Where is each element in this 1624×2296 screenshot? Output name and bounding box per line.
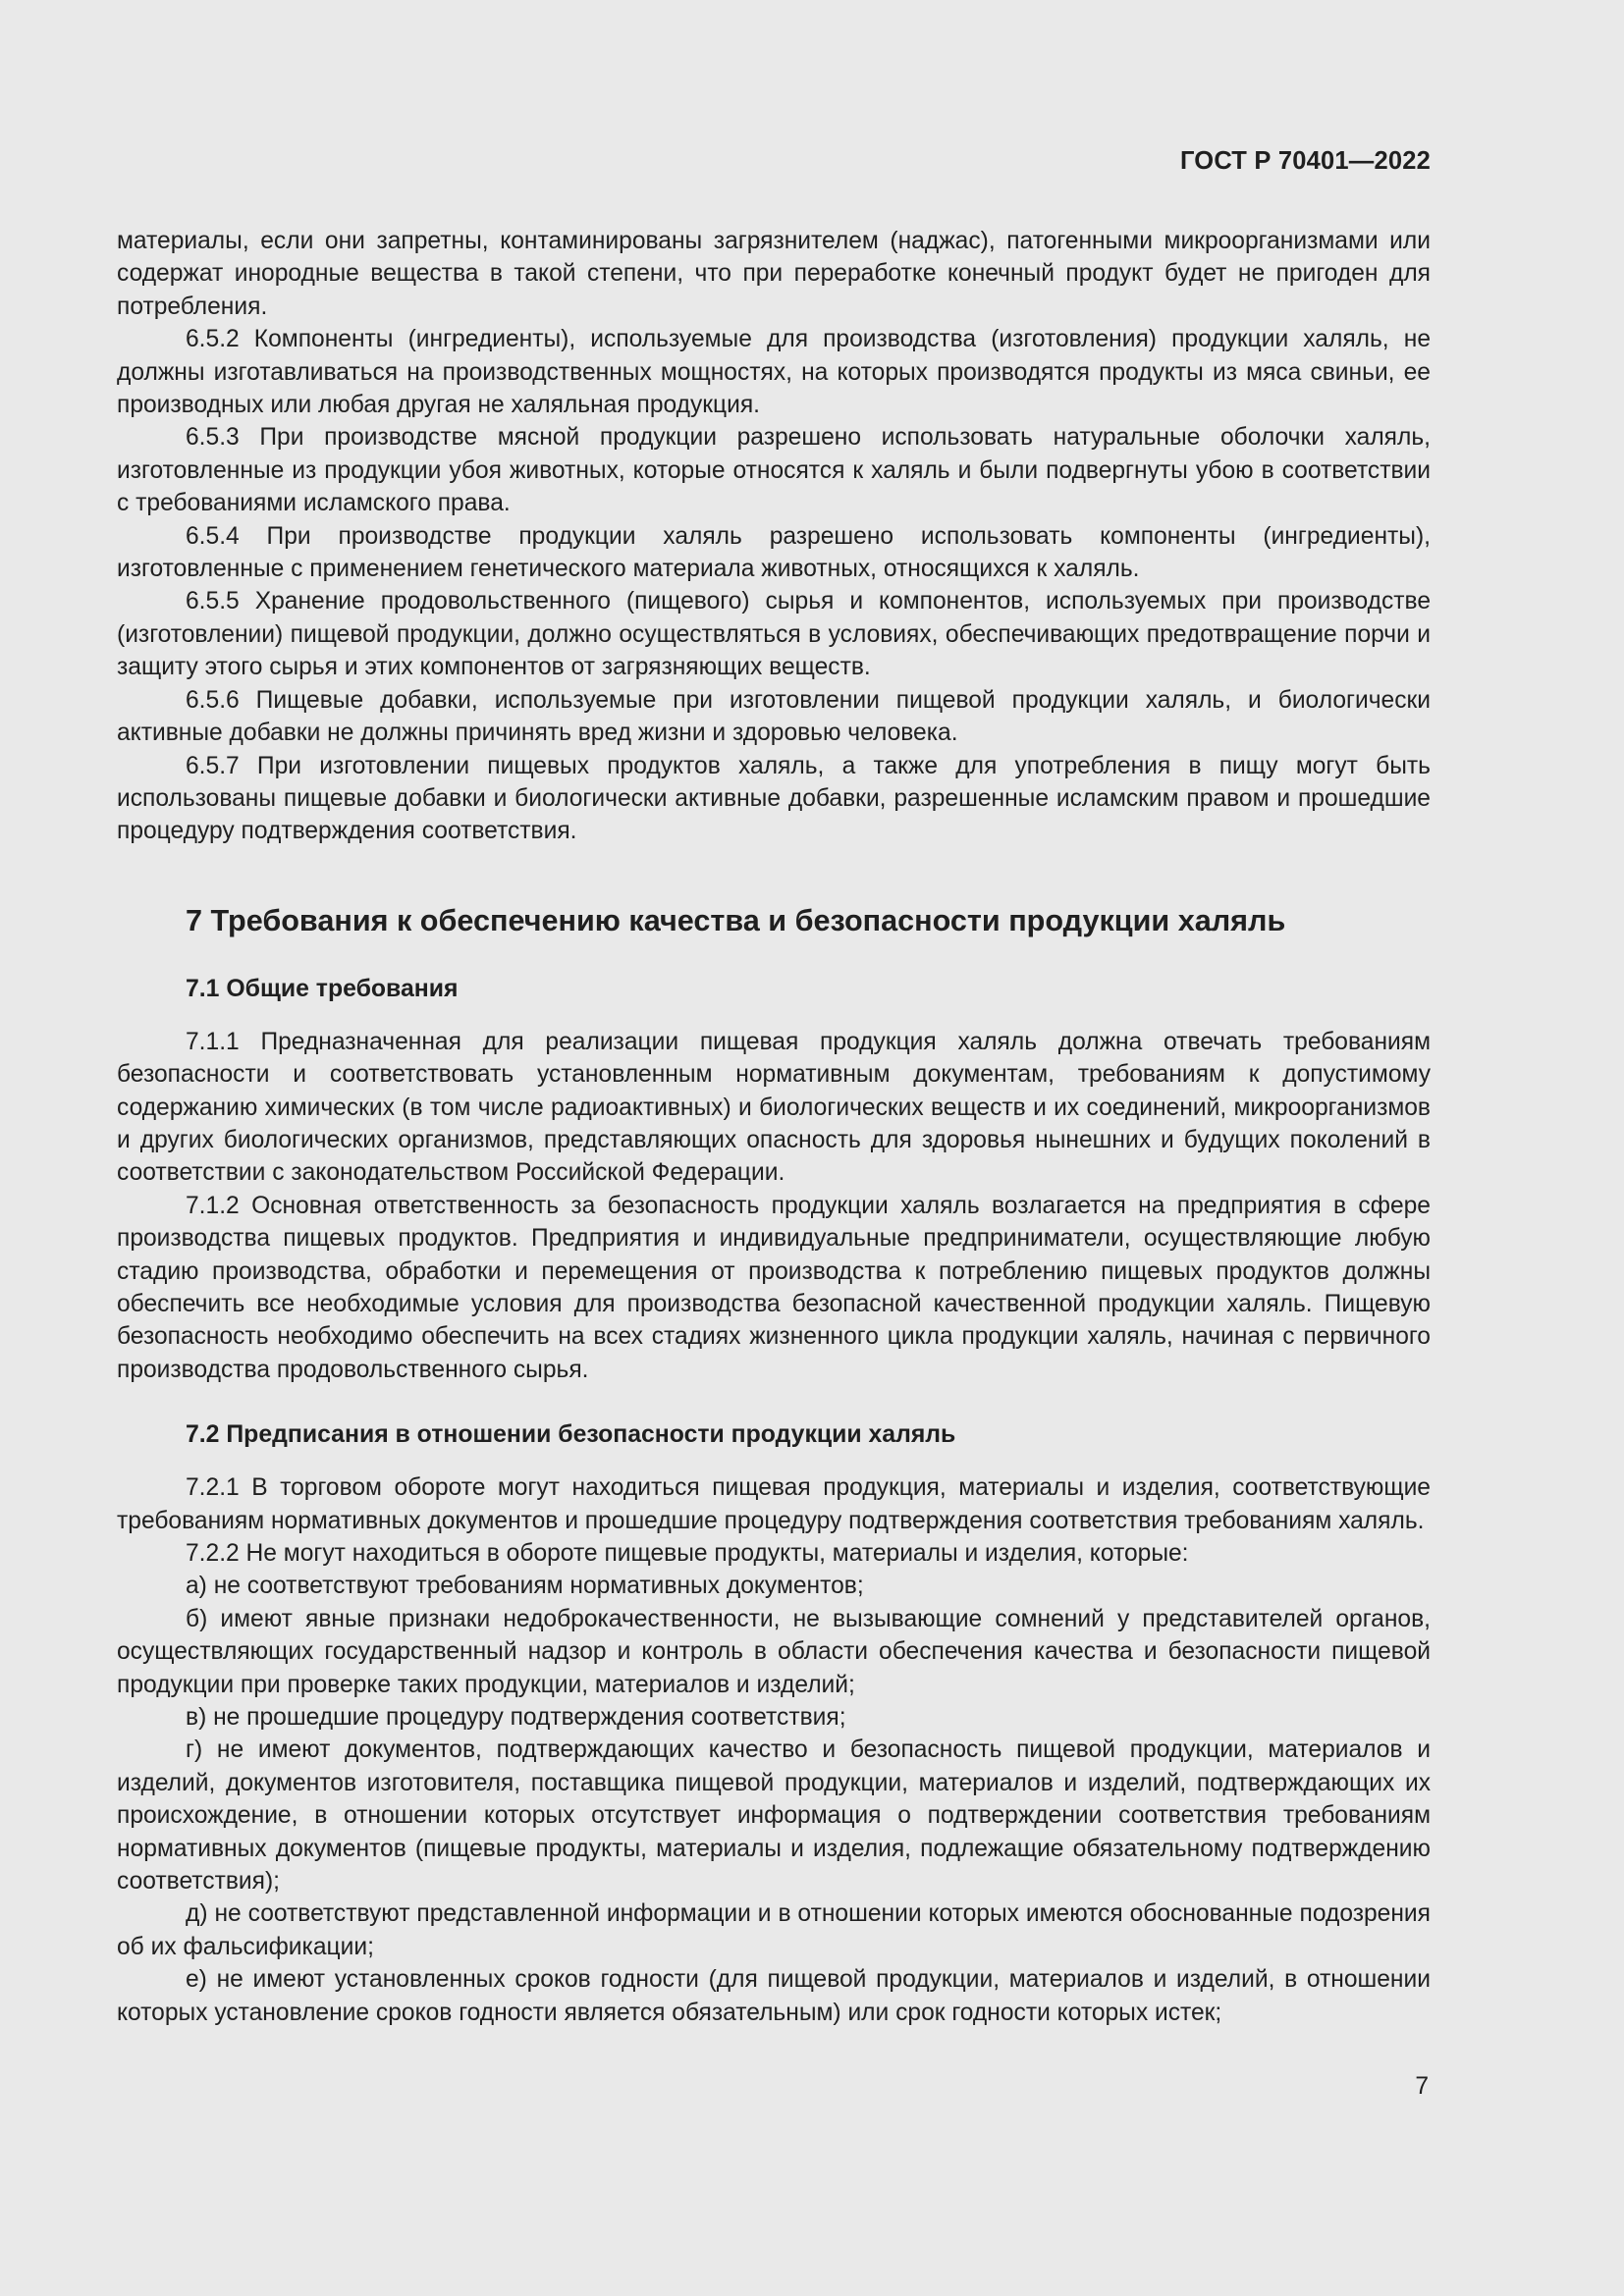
list-item-v: в) не прошедшие процедуру подтверждения соответствия; — [186, 1704, 846, 1732]
paragraph-7-1-2: 7.1.2 Основная ответственность за безопасность продукции халяль возлагается на предприятия в сфере производства пищевых продуктов. Предприятия и индивидуальные предприниматели, осуществляющие любую стадию производства, обработки и перемещения от производства к потреблению пищевых продуктов должны обеспечить все необходимые условия для производства безопасной качественной продукции халяль. Пищевую безопасность необходимо обеспечить на всех стадиях жизненного цикла продукции халяль, начиная с первичного производства продовольственного сырья. — [117, 1192, 1431, 1383]
list-item-a: а) не соответствуют требованиям нормативных документов; — [186, 1573, 864, 1600]
section-7-heading: 7 Требования к обеспечению качества и безопасности продукции халяль — [186, 903, 1286, 937]
paragraph-6-5-6: 6.5.6 Пищевые добавки, используемые при изготовлении пищевой продукции халяль, и биологически активные добавки не должны причинять вред жизни и здоровью человека. — [117, 686, 1431, 747]
list-item-g: г) не имеют документов, подтверждающих качество и безопасность пищевой продукции, материалов и изделий, документов изготовителя, поставщика пищевой продукции, материалов и изделий, подтверждающих их происхождение, в отношении которых отсутствует информация о подтверждении соответствия требованиям нормативных документов (пищевые продукты, материалы и изделия, подлежащие обязательному подтверждению соответствия); — [117, 1736, 1431, 1896]
section-7-2-heading: 7.2 Предписания в отношении безопасности продукции халяль — [186, 1421, 956, 1449]
page-body — [117, 147, 1431, 2029]
paragraph-7-2-2: 7.2.2 Не могут находиться в обороте пищевые продукты, материалы и изделия, которые: — [186, 1540, 1189, 1567]
page-number: 7 — [1415, 2073, 1429, 2100]
paragraph-6-5-7: 6.5.7 При изготовлении пищевых продуктов халяль, а также для употребления в пищу могут быть использованы пищевые добавки и биологически активные добавки, разрешенные исламским правом и прошедшие процедуру подтверждения соответствия. — [117, 752, 1431, 845]
list-item-e: е) не имеют установленных сроков годности (для пищевой продукции, материалов и изделий, в отношении которых установление сроков годности является обязательным) или срок годности которых истек; — [117, 1966, 1431, 2026]
paragraph-6-5-2: 6.5.2 Компоненты (ингредиенты), используемые для производства (изготовления) продукции халяль, не должны изготавливаться на производственных мощностях, на которых производятся продукты из мяса свиньи, ее производных или любая другая не халяльная продукция. — [117, 326, 1431, 419]
paragraph-6-5-3: 6.5.3 При производстве мясной продукции разрешено использовать натуральные оболочки халяль, изготовленные из продукции убоя животных, которые относятся к халяль и были подвергнуты убою в соответствии с требованиями исламского права. — [117, 424, 1431, 517]
paragraph-6-5-4: 6.5.4 При производстве продукции халяль разрешено использовать компоненты (ингредиенты), изготовленные с применением генетического материала животных, относящихся к халяль. — [117, 522, 1431, 583]
paragraph-7-1-1: 7.1.1 Предназначенная для реализации пищевая продукция халяль должна отвечать требованиям безопасности и соответствовать установленным нормативным документам, требованиям к допустимому содержанию химических (в том числе радиоактивных) и биологических веществ и их соединений, микроорганизмов и других биологических организмов, представляющих опасность для здоровья нынешних и будущих поколений в соответствии с законодательством Российской Федерации. — [117, 1028, 1431, 1187]
document-id: ГОСТ Р 70401—2022 — [1179, 147, 1431, 175]
paragraph-continuation: материалы, если они запретны, контаминированы загрязнителем (наджас), патогенными микроорганизмами или содержат инородные вещества в такой степени, что при переработке конечный продукт будет не пригоден для потребления. — [117, 228, 1431, 320]
list-item-d: д) не соответствуют представленной информации и в отношении которых имеются обоснованные подозрения об их фальсификации; — [117, 1900, 1431, 1960]
list-item-b: б) имеют явные признаки недоброкачественности, не вызывающие сомнений у представителей органов, осуществляющих государственный надзор и контроль в области обеспечения качества и безопасности пищевой продукции при проверке таких продукции, материалов и изделий; — [117, 1605, 1431, 1698]
paragraph-7-2-1: 7.2.1 В торговом обороте могут находиться пищевая продукция, материалы и изделия, соответствующие требованиям нормативных документов и прошедшие процедуру подтверждения соответствия требованиям халяль. — [117, 1474, 1431, 1534]
paragraph-6-5-5: 6.5.5 Хранение продовольственного (пищевого) сырья и компонентов, используемых при производстве (изготовлении) пищевой продукции, должно осуществляться в условиях, обеспечивающих предотвращение порчи и защиту этого сырья и этих компонентов от загрязняющих веществ. — [117, 588, 1431, 681]
section-7-1-heading: 7.1 Общие требования — [186, 975, 459, 1002]
